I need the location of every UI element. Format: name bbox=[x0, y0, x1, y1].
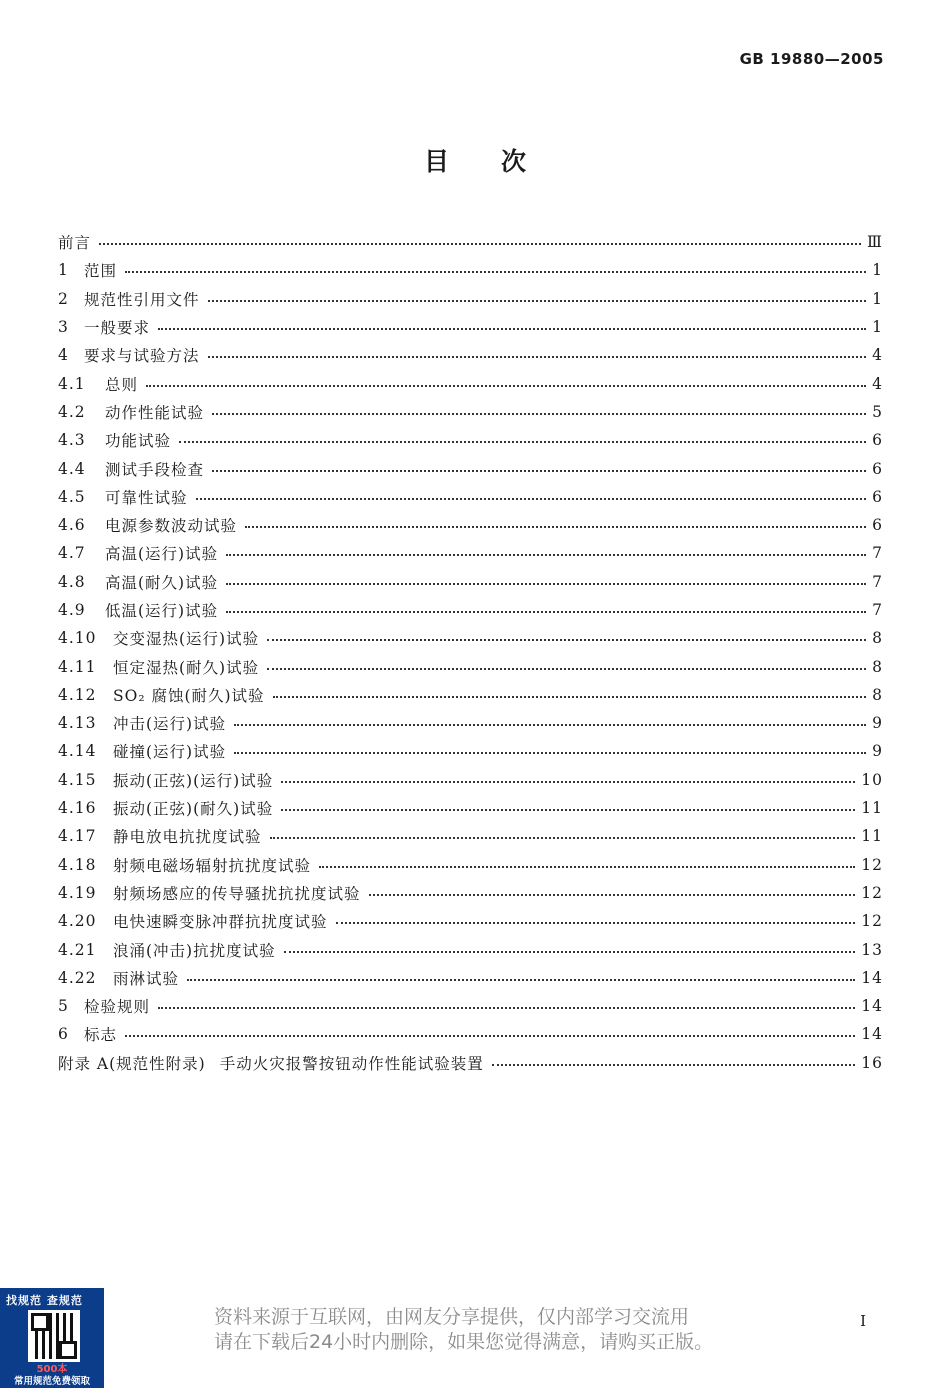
toc-entry-number: 4 bbox=[58, 346, 69, 365]
toc-entry-page: 14 bbox=[861, 1025, 883, 1044]
toc-entry-page: 6 bbox=[872, 487, 883, 506]
toc-entry[interactable] bbox=[58, 709, 883, 737]
toc-entry-title: 静电放电抗扰度试验 bbox=[113, 828, 262, 847]
toc-entry-page: 7 bbox=[872, 601, 883, 619]
toc-entry-page: 7 bbox=[872, 572, 883, 591]
toc-leader-dots bbox=[245, 526, 866, 528]
toc-entry-title: 浪涌(冲击)抗扰度试验 bbox=[113, 941, 276, 960]
toc-entry[interactable] bbox=[58, 483, 883, 511]
toc-leader-dots bbox=[281, 781, 855, 783]
toc-entry[interactable] bbox=[58, 511, 883, 539]
toc-entry-title: 总则 bbox=[105, 375, 139, 394]
toc-entry[interactable] bbox=[58, 822, 883, 850]
toc-entry-number: 4.12 bbox=[58, 685, 97, 704]
toc-entry-title: 测试手段检查 bbox=[105, 460, 205, 479]
toc-leader-dots bbox=[226, 554, 866, 556]
toc-entry[interactable] bbox=[58, 935, 883, 963]
toc-entry[interactable] bbox=[58, 1049, 883, 1077]
toc-entry-page: 6 bbox=[872, 516, 883, 535]
toc-entry-title: 冲击(运行)试验 bbox=[113, 715, 227, 734]
toc-entry[interactable] bbox=[58, 794, 883, 822]
toc-entry-page: 9 bbox=[872, 742, 883, 761]
toc-leader-dots bbox=[234, 752, 866, 754]
toc-entry-number: 3 bbox=[58, 318, 69, 337]
toc-entry-number: 4.4 bbox=[58, 459, 86, 478]
toc-entry-page: 16 bbox=[861, 1053, 883, 1072]
promo-badge-title: 找规范 查规范 bbox=[6, 1294, 83, 1307]
toc-entry-page: 6 bbox=[872, 431, 883, 450]
toc-entry[interactable] bbox=[58, 454, 883, 482]
toc-leader-dots bbox=[226, 611, 866, 613]
toc-entry-title: 范围 bbox=[84, 262, 118, 281]
toc-entry-page: 11 bbox=[861, 827, 883, 846]
page-number: I bbox=[860, 1312, 866, 1330]
toc-entry[interactable] bbox=[58, 964, 883, 992]
footer-note-line-1: 资料来源于互联网，由网友分享提供，仅内部学习交流用 bbox=[214, 1306, 690, 1328]
toc-entry[interactable] bbox=[58, 313, 883, 341]
toc-entry-title: 碰撞(运行)试验 bbox=[113, 743, 227, 762]
toc-entry-title: 可靠性试验 bbox=[105, 488, 188, 507]
toc-leader-dots bbox=[158, 1007, 855, 1009]
toc-entry-page: 8 bbox=[872, 657, 883, 676]
toc-entry-title: 高温(耐久)试验 bbox=[105, 573, 219, 592]
toc-entry-title: 检验规则 bbox=[84, 998, 151, 1017]
toc-entry-number: 4.2 bbox=[58, 402, 86, 421]
toc-entry-number: 4.7 bbox=[58, 544, 86, 563]
toc-entry[interactable] bbox=[58, 907, 883, 935]
toc-leader-dots bbox=[267, 639, 866, 641]
toc-entry-number: 5 bbox=[58, 997, 69, 1016]
toc-entry-number: 附录 A(规范性附录) bbox=[58, 1054, 206, 1073]
toc-entry-page: 12 bbox=[861, 855, 883, 874]
toc-entry-title: 要求与试验方法 bbox=[84, 347, 200, 366]
toc-entry-title: 功能试验 bbox=[105, 432, 172, 451]
toc-entry-page: 13 bbox=[861, 940, 883, 959]
footer-note-line-2: 请在下载后24小时内删除，如果您觉得满意，请购买正版。 bbox=[214, 1331, 714, 1353]
toc-entry[interactable] bbox=[58, 851, 883, 879]
toc-entry-page: 8 bbox=[872, 629, 883, 648]
toc-entry-title: 振动(正弦)(耐久)试验 bbox=[113, 800, 274, 819]
toc-entry-title: 动作性能试验 bbox=[105, 403, 205, 422]
toc-entry-title: 恒定湿热(耐久)试验 bbox=[113, 658, 260, 677]
qr-code-icon bbox=[28, 1310, 80, 1362]
toc-entry-number: 4.14 bbox=[58, 742, 97, 761]
toc-entry-title: 高温(运行)试验 bbox=[105, 545, 219, 564]
toc-entry-title: 射频电磁场辐射抗扰度试验 bbox=[113, 856, 312, 875]
toc-entry-number: 4.6 bbox=[58, 516, 86, 535]
toc-leader-dots bbox=[208, 356, 867, 358]
toc-entry-number: 4.18 bbox=[58, 855, 97, 874]
toc-leader-dots bbox=[179, 441, 866, 443]
toc-entry-number: 4.10 bbox=[58, 629, 97, 648]
toc-entry-title: 前言 bbox=[58, 234, 92, 253]
toc-entry-page: 1 bbox=[872, 318, 883, 337]
toc-entry-title: 一般要求 bbox=[84, 319, 151, 338]
promo-badge[interactable] bbox=[0, 1288, 104, 1388]
toc-entry-number: 6 bbox=[58, 1025, 69, 1044]
toc-entry-title: 标志 bbox=[84, 1026, 118, 1045]
toc-entry-number: 4.5 bbox=[58, 487, 86, 506]
toc-entry-number: 4.13 bbox=[58, 714, 97, 733]
toc-leader-dots bbox=[99, 243, 861, 245]
toc-leader-dots bbox=[273, 696, 867, 698]
toc-entry-number: 4.3 bbox=[58, 431, 86, 450]
toc-entry-number: 4.20 bbox=[58, 912, 97, 931]
toc-entry[interactable] bbox=[58, 285, 883, 313]
toc-entry[interactable] bbox=[58, 1020, 883, 1048]
toc-entry-page: 4 bbox=[872, 346, 883, 365]
footer-note bbox=[214, 1305, 713, 1355]
toc-entry-page: 1 bbox=[872, 261, 883, 280]
toc-entry-number: 4.11 bbox=[58, 657, 97, 676]
toc-leader-dots bbox=[212, 413, 866, 415]
toc-entry[interactable] bbox=[58, 568, 883, 596]
toc-entry-number: 2 bbox=[58, 289, 69, 308]
toc-entry-page: 14 bbox=[861, 997, 883, 1016]
toc-leader-dots bbox=[212, 470, 866, 472]
toc-entry[interactable] bbox=[58, 256, 883, 284]
toc-entry-title: 手动火灾报警按钮动作性能试验装置 bbox=[219, 1054, 484, 1073]
toc-entry-page: 6 bbox=[872, 459, 883, 478]
toc-entry-page: 14 bbox=[861, 968, 883, 987]
toc-leader-dots bbox=[492, 1064, 856, 1066]
toc-entry-page: 5 bbox=[872, 402, 883, 421]
toc-entry-title: 射频场感应的传导骚扰抗扰度试验 bbox=[113, 884, 361, 903]
toc-entry[interactable] bbox=[58, 879, 883, 907]
toc-entry-number: 4.17 bbox=[58, 827, 97, 846]
toc-entry-title: 电快速瞬变脉冲群抗扰度试验 bbox=[113, 913, 328, 932]
toc-entry[interactable] bbox=[58, 652, 883, 680]
toc-entry-page: 9 bbox=[872, 714, 883, 733]
toc-entry[interactable] bbox=[58, 737, 883, 765]
toc-entry-number: 4.8 bbox=[58, 572, 86, 591]
toc-entry[interactable] bbox=[58, 426, 883, 454]
toc-entry-title: 振动(正弦)(运行)试验 bbox=[113, 771, 274, 790]
toc-entry-title: 规范性引用文件 bbox=[84, 290, 200, 309]
toc-entry-number: 4.1 bbox=[58, 374, 86, 393]
toc-leader-dots bbox=[270, 837, 856, 839]
toc-entry-number: 4.19 bbox=[58, 883, 97, 902]
toc-entry-number: 4.22 bbox=[58, 968, 97, 987]
promo-badge-count: 500本 bbox=[36, 1364, 68, 1375]
toc-entry-title: 交变湿热(运行)试验 bbox=[113, 630, 260, 649]
promo-badge-caption: 常用规范免费领取 bbox=[13, 1376, 90, 1387]
toc-entry[interactable] bbox=[58, 596, 883, 624]
toc-entry[interactable] bbox=[58, 369, 883, 397]
toc-entry[interactable] bbox=[58, 539, 883, 567]
toc-entry-number: 4.15 bbox=[58, 770, 97, 789]
toc-entry-number: 4.9 bbox=[58, 601, 86, 619]
toc-leader-dots bbox=[281, 809, 855, 811]
toc-entry-title: 低温(运行)试验 bbox=[105, 602, 219, 620]
toc-leader-dots bbox=[284, 951, 856, 953]
toc-leader-dots bbox=[208, 300, 867, 302]
toc-entry-title: 电源参数波动试验 bbox=[105, 517, 238, 536]
toc-entry-page: 7 bbox=[872, 544, 883, 563]
toc-entry[interactable] bbox=[58, 398, 883, 426]
toc-leader-dots bbox=[158, 328, 866, 330]
toc-entry-page: 11 bbox=[861, 799, 883, 818]
toc-leader-dots bbox=[187, 979, 855, 981]
toc-leader-dots bbox=[226, 583, 866, 585]
toc-entry[interactable] bbox=[58, 624, 883, 652]
toc-entry-page: 1 bbox=[872, 289, 883, 308]
table-of-contents bbox=[58, 228, 883, 1077]
toc-entry[interactable] bbox=[58, 766, 883, 794]
toc-leader-dots bbox=[369, 894, 856, 896]
toc-entry-page: 12 bbox=[861, 912, 883, 931]
toc-leader-dots bbox=[267, 668, 866, 670]
toc-entry-page: 8 bbox=[872, 685, 883, 704]
toc-entry-number: 1 bbox=[58, 261, 69, 280]
toc-entry[interactable] bbox=[58, 341, 883, 369]
toc-entry[interactable] bbox=[58, 681, 883, 709]
toc-leader-dots bbox=[319, 866, 855, 868]
toc-leader-dots bbox=[196, 498, 867, 500]
toc-entry-page: 12 bbox=[861, 883, 883, 902]
toc-entry-number: 4.21 bbox=[58, 940, 97, 959]
toc-entry-page: Ⅲ bbox=[867, 233, 883, 252]
page-title: 目次 bbox=[423, 147, 578, 176]
toc-leader-dots bbox=[336, 922, 856, 924]
toc-leader-dots bbox=[125, 1035, 855, 1037]
toc-entry[interactable] bbox=[58, 992, 883, 1020]
toc-entry-title: SO₂ 腐蚀(耐久)试验 bbox=[113, 686, 265, 705]
toc-entry-page: 10 bbox=[861, 770, 883, 789]
toc-entry-title: 雨淋试验 bbox=[113, 969, 180, 988]
toc-leader-dots bbox=[234, 724, 866, 726]
toc-entry[interactable] bbox=[58, 228, 883, 256]
toc-entry-page: 4 bbox=[872, 374, 883, 393]
standard-number: GB 19880—2005 bbox=[739, 50, 884, 68]
toc-entry-number: 4.16 bbox=[58, 799, 97, 818]
toc-leader-dots bbox=[146, 385, 866, 387]
toc-leader-dots bbox=[125, 271, 866, 273]
